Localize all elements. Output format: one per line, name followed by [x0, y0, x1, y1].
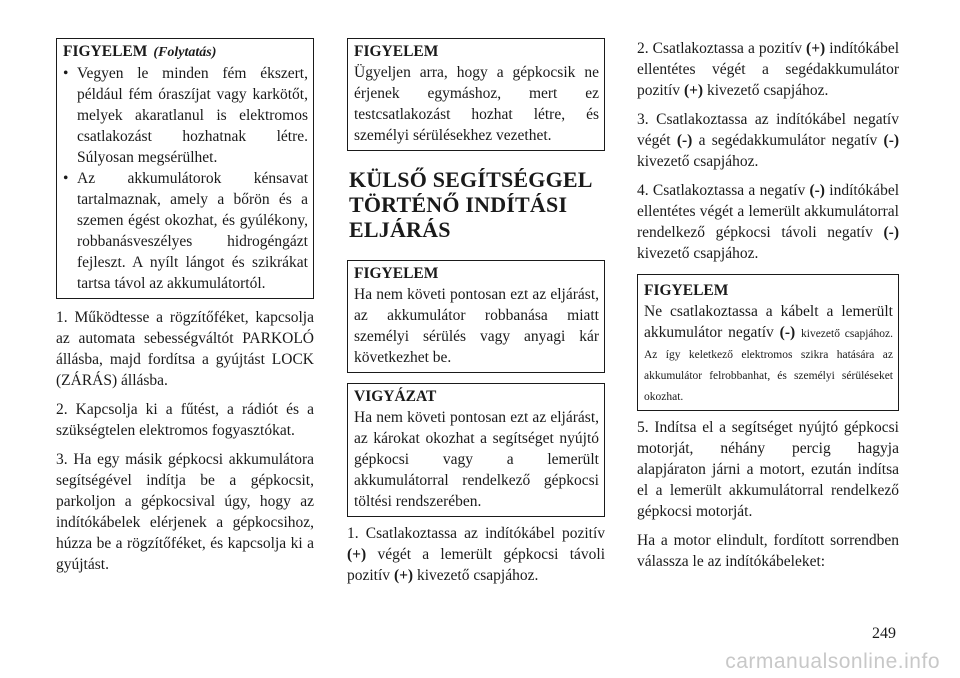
- negative-symbol: (-): [676, 132, 693, 149]
- warning-title: FIGYELEM: [354, 43, 439, 60]
- negative-symbol: (-): [779, 324, 796, 341]
- warning-title: FIGYELEM: [644, 282, 729, 299]
- caution-title: VIGYÁZAT: [354, 388, 437, 405]
- step-paragraph: 4. Csatlakoztassa a negatív (-) indítókábel ellentétes végét a lemerült akkumulátorral rendelkező gépkocsi távoli negatív (-) kivezető csapjához.: [637, 182, 900, 262]
- watermark-text: carmanualsonline.info: [725, 650, 940, 673]
- caution-box: [347, 383, 605, 517]
- negative-symbol: (-): [883, 132, 900, 149]
- negative-symbol: (-): [809, 182, 825, 199]
- continued-label: (Folytatás): [153, 45, 217, 60]
- closing-paragraph: Ha a motor elindult, fordított sorrendben válassza le az indítókábeleket:: [637, 532, 899, 570]
- positive-symbol: (+): [393, 567, 414, 584]
- warning-bullet: • Az akkumulátorok kénsavat tartalmaznak, amely a bőrön és a szemen égést okozhat, és gyúlékony, robbanásveszélyes hidrogéngázt fejleszt. A nyílt lángot és szikrákat tartsa távol az akkumulátortól.: [63, 168, 308, 294]
- step-paragraph: 3. Ha egy másik gépkocsi akkumulátora segítségével indítja be a gépkocsit, parkoljon a gépkocsival úgy, hogy az indítókábelek elérjenek a gépkocsihoz, húzza be a rögzítőféket, és kapcsolja ki a gyújtást.: [56, 451, 314, 573]
- warning-text: Ne csatlakoztassa a kábelt a lemerült akkumulátor negatív (-) kivezető csapjához. Az így keletkező elektromos szikra hatására az akkumulátor felrobbanhat, és személyi sérüléseket okozhat.: [644, 303, 894, 403]
- warning-box-continued: [56, 38, 314, 299]
- step-paragraph: 5. Indítsa el a segítséget nyújtó gépkocsi motorját, néhány percig hagyja alapjáraton járni a motort, ezután indítsa el a lemerült akkumulátorral rendelkező gépkocsi motorját.: [637, 419, 899, 520]
- step-paragraph: 2. Csatlakoztassa a pozitív (+) indítókábel ellentétes végét a segédakkumulátor pozitív (+) kivezető csapjához.: [637, 40, 900, 99]
- right-column: [637, 38, 899, 572]
- step-paragraph: 1. Működtesse a rögzítőféket, kapcsolja az automata sebességváltót PARKOLÓ állásba, majd fordítsa a gyújtást LOCK (ZÁRÁS) állásba.: [56, 309, 314, 389]
- section-heading: KÜLSŐ SEGÍTSÉGGEL TÖRTÉNŐ INDÍTÁSI ELJÁRÁS: [349, 167, 592, 242]
- left-column: [56, 38, 314, 575]
- negative-symbol: (-): [883, 224, 899, 241]
- warning-box: [347, 260, 605, 373]
- page-number: 249: [872, 625, 896, 642]
- warning-title: FIGYELEM (Folytatás): [63, 43, 217, 60]
- middle-column: [347, 38, 605, 586]
- warning-title: FIGYELEM: [354, 265, 439, 282]
- step-paragraph: 2. Kapcsolja ki a fűtést, a rádiót és a szükségtelen elektromos fogyasztókat.: [56, 401, 314, 439]
- warning-small-text: kivezető csapjához. Az így keletkező elektromos szikra hatására az akkumulátor felrobbanhat, és személyi sérüléseket okozhat.: [644, 328, 894, 403]
- warning-box: [637, 274, 899, 411]
- warning-box: [347, 38, 605, 151]
- warning-text: Ha nem követi pontosan ezt az eljárást, az akkumulátor robbanása miatt személyi sérülés vagy anyagi kár következhet be.: [354, 286, 599, 366]
- warning-text: Ügyeljen arra, hogy a gépkocsik ne érjenek egymáshoz, mert ez testcsatlakozást hozhat létre, és személyi sérülésekhez vezethet.: [354, 64, 599, 144]
- warning-bullet: • Vegyen le minden fém ékszert, például fém óraszíjat vagy karkötőt, melyek akaratlanul is elektromos csatlakozást hozhatnak létre. Súlyosan megsérülhet.: [63, 63, 308, 168]
- step-paragraph: 1. Csatlakoztassa az indítókábel pozitív (+) végét a lemerült gépkocsi távoli pozitív (+) kivezető csapjához.: [347, 525, 606, 584]
- positive-symbol: (+): [683, 82, 704, 99]
- step-paragraph: 3. Csatlakoztassa az indítókábel negatív végét (-) a segédakkumulátor negatív (-) kivezető csapjához.: [637, 111, 900, 170]
- warning-bullet-list: [63, 63, 308, 294]
- positive-symbol: (+): [806, 40, 826, 57]
- positive-symbol: (+): [347, 546, 367, 563]
- caution-text: Ha nem követi pontosan ezt az eljárást, az károkat okozhat a segítséget nyújtó gépkocsi vagy a lemerült akkumulátorral rendelkező gépkocsi töltési rendszerében.: [354, 409, 599, 510]
